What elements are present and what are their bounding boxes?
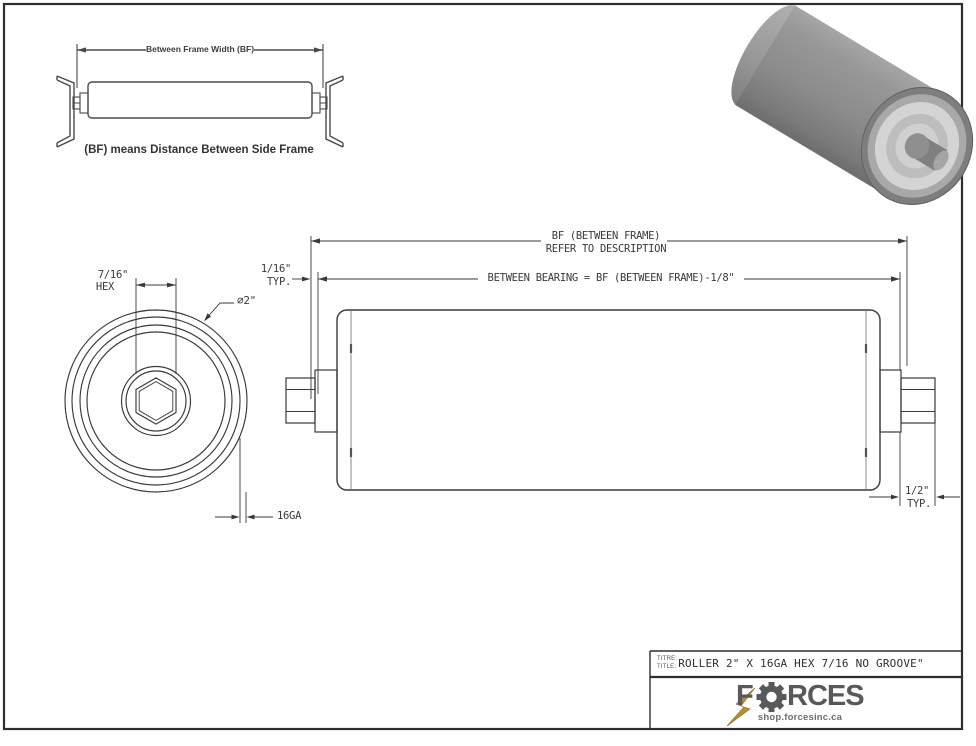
inset-caption: (BF) means Distance Between Side Frame	[84, 144, 314, 156]
bf-dimension-line2: REFER TO DESCRIPTION	[545, 243, 667, 255]
title-label-fr: TITRE:	[657, 656, 678, 662]
title-label-en: TITLE:	[657, 663, 677, 670]
gap-dimension-value: 1/16"	[260, 263, 291, 275]
logo-text-prefix: F	[736, 680, 753, 712]
diameter-label: ∅2"	[237, 294, 256, 307]
hex-dimension-word: HEX	[95, 281, 114, 293]
gap-dimension-typ: TYP.	[266, 276, 291, 288]
gear-icon	[757, 682, 787, 712]
logo-tagline: shop.forcesinc.ca	[757, 712, 843, 723]
inset-diagram-lines	[57, 44, 343, 147]
bf-dimension-line1: BF (BETWEEN FRAME)	[551, 230, 661, 242]
roller-3d-image	[718, 0, 976, 225]
gauge-label: 16GA	[277, 510, 302, 522]
shaft-dimension-value: 1/2"	[904, 485, 930, 497]
drawing-title: ROLLER 2" X 16GA HEX 7/16 NO GROOVE"	[678, 656, 924, 670]
hex-dimension-value: 7/16"	[97, 269, 128, 281]
inset-dimension-label: Between Frame Width (BF)	[145, 44, 255, 54]
shaft-dimension-typ: TYP.	[906, 498, 932, 510]
logo-text-suffix: RCES	[787, 680, 864, 712]
end-view-lines	[65, 278, 273, 523]
between-bearing-dimension: BETWEEN BEARING = BF (BETWEEN FRAME)-1/8"	[487, 271, 735, 284]
